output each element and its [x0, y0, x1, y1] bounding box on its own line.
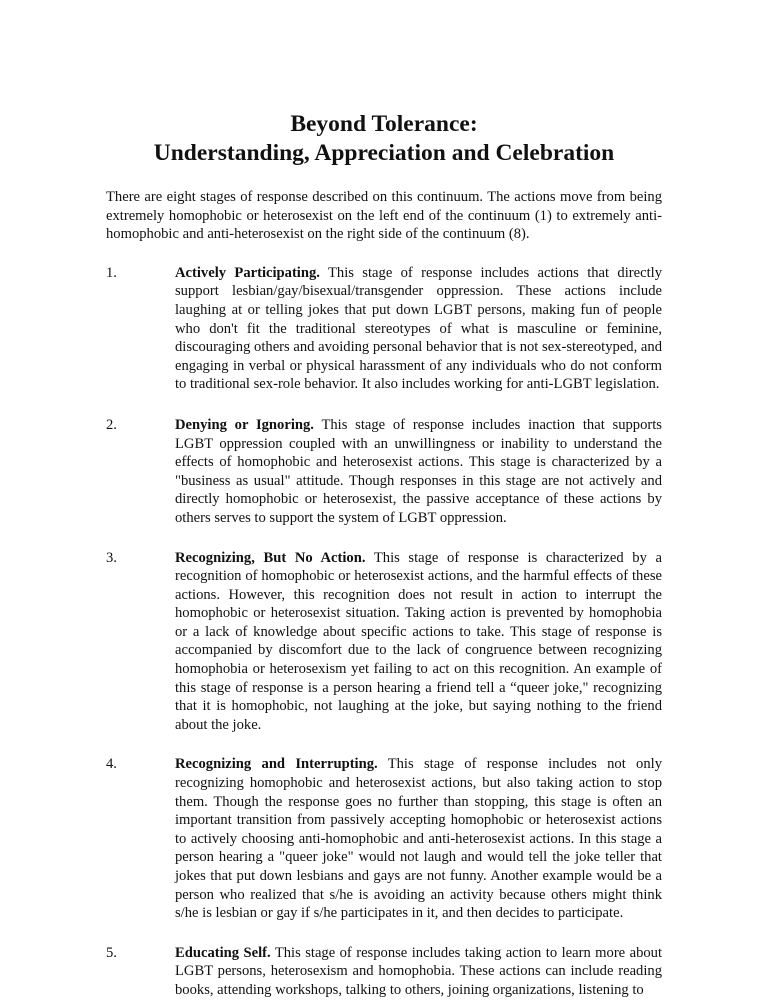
stage-item-5 [106, 944, 662, 1000]
stage-number: 3. [106, 549, 117, 566]
stage-number: 4. [106, 756, 117, 773]
stage-heading: Recognizing, But No Action. [175, 549, 366, 566]
stage-heading: Actively Participating. [175, 264, 320, 281]
stage-body [175, 416, 662, 528]
stage-number: 5. [106, 944, 117, 961]
stage-text: This stage of response includes taking action to learn more about LGBT persons, heterosexism and homophobia. These actions can include reading books, attending workshops, talking to others, joining organizations, listening to [175, 944, 663, 998]
stage-item-4 [106, 755, 662, 922]
stage-text: This stage of response is characterized by a recognition of homophobic or heterosexist actions, and the harmful effects of these actions. However, this recognition does not result in action to interrupt the homophobic or heterosexist situation. Taking action is prevented by homophobia or a lack of knowledge about specific actions to take. This stage of response is accompanied by discomfort due to the lack of congruence between recognizing homophobia or heterosexism yet failing to act on this recognition. An example of this stage of response is a person hearing a friend tell a “queer joke," recognizing that it is homophobic, not laughing at the joke, but saying nothing to the friend about the joke. [175, 549, 662, 733]
intro-paragraph: There are eight stages of response described on this continuum. The actions move from being extremely homophobic or heterosexist on the left end of the continuum (1) to extremely anti-homophobic and anti-heterosexist on the right side of the continuum (8). [106, 189, 662, 243]
stage-number: 1. [106, 264, 117, 281]
stage-body [175, 264, 662, 394]
stage-text: This stage of response includes inaction that supports LGBT oppression coupled with an unwillingness or inability to understand the effects of homophobic and heterosexist actions. This stage is characterized by a "business as usual" attitude. Though responses in this stage are not actively and directly homophobic or heterosexist, the passive acceptance of these actions by others serves to support the system of LGBT oppression. [175, 416, 662, 526]
title-line-2: Understanding, Appreciation and Celebration [153, 140, 615, 166]
title-line-1: Beyond Tolerance: [290, 111, 478, 137]
stage-item-3 [106, 549, 662, 735]
stage-body [175, 944, 662, 1000]
stage-body [175, 549, 662, 735]
stage-text: This stage of response includes not only recognizing homophobic and heterosexist actions, but also taking action to stop them. Though the response goes no further than stopping, this stage is often an important transition from passively accepting homophobic or heterosexist actions to actively choosing anti-homophobic and anti-heterosexist actions. In this stage a person hearing a "queer joke" would not laugh and would tell the joke teller that jokes that put down lesbians and gays are not funny. Another example would be a person who realized that s/he is avoiding an activity because others might think s/he is lesbian or gay if s/he participates in it, and then decides to participate. [175, 756, 663, 922]
stage-heading: Educating Self. [175, 944, 271, 961]
stage-text: This stage of response includes actions that directly support lesbian/gay/bisexual/transgender oppression. These actions include laughing at or telling jokes that put down LGBT persons, making fun of people who don't fit the traditional stereotypes of what is masculine or feminine, discouraging others and avoiding personal behavior that is not sex-stereotyped, and engaging in verbal or physical harassment of any individuals who do not conform to traditional sex-role behavior. It also includes working for anti-LGBT legislation. [175, 264, 662, 393]
stage-item-1 [106, 264, 662, 394]
stage-item-2 [106, 416, 662, 528]
stage-number: 2. [106, 416, 117, 433]
stage-heading: Recognizing and Interrupting. [175, 756, 378, 773]
page-title [106, 110, 662, 168]
stage-body [175, 755, 662, 922]
stage-heading: Denying or Ignoring. [175, 416, 314, 433]
